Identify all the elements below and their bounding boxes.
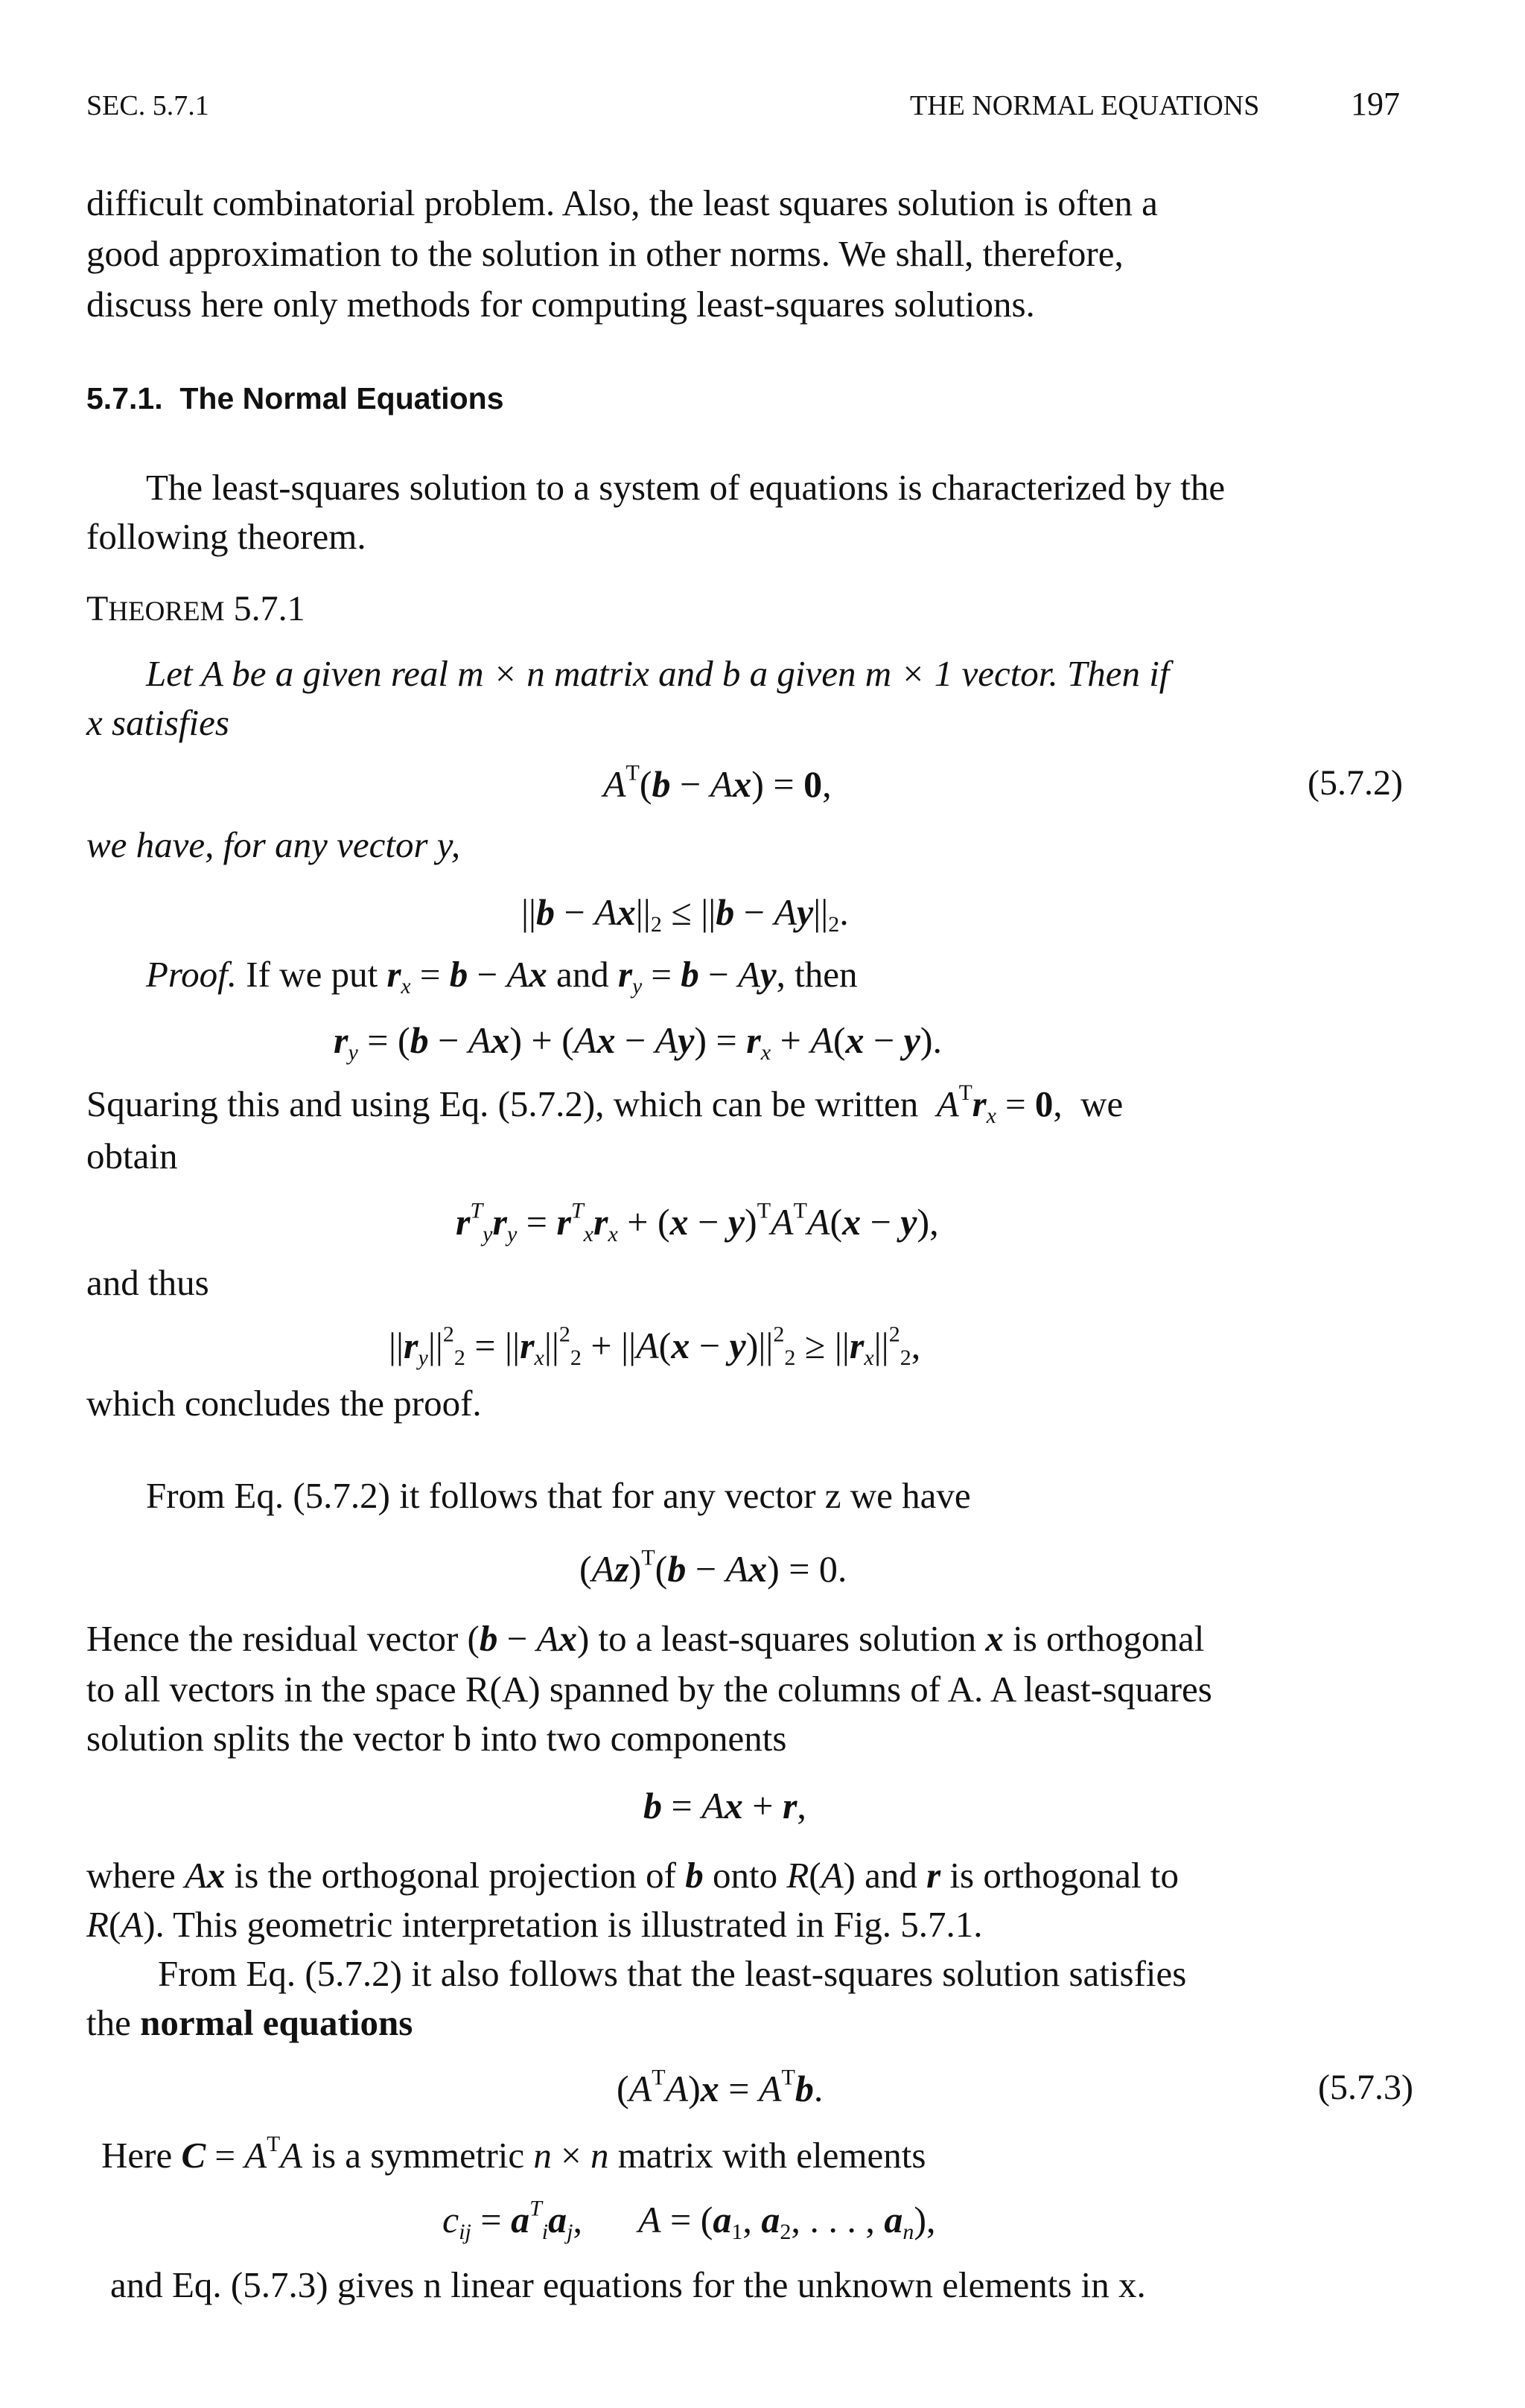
- norm-inequality: $||b - Ax||_2 \le ||b - Ay||_2$.: [521, 891, 849, 937]
- orthogonal-line-2: to all vectors in the space R(A) spanned by the columns of A. A least-squares: [86, 1669, 1212, 1710]
- squaring-line-1: Squaring this and using Eq. (5.7.2), which can be written $A^Tr_x = 0$, we: [86, 1080, 1124, 1128]
- symmetric-matrix-line: Here $C = A^TA$ is a symmetric n × n matrix with elements: [101, 2132, 926, 2176]
- matrix-elements-equation: $c_{ij} = a^T_ia_j$, $A = (a_1$, $a_2$, . . . , $a_n$),: [442, 2196, 936, 2244]
- intro-line-2: good approximation to the solution in other norms. We shall, therefore,: [86, 233, 1124, 274]
- theorem-line-3: we have, for any vector y,: [86, 824, 461, 865]
- theorem-line-1: Let A be a given real m × n matrix and b a given m × 1 vector. Then if: [146, 653, 1170, 694]
- orthogonal-line-3: solution splits the vector b into two components: [86, 1718, 787, 1759]
- proof-line-1: Proof. If we put $r_x = b - Ax$ and $r_y = b - Ay$, then: [146, 954, 858, 998]
- intro-line-1: difficult combinatorial problem. Also, the least squares solution is often a: [86, 182, 1158, 223]
- section-title: The Normal Equations: [179, 381, 504, 415]
- normal-equations-line-1: From Eq. (5.7.2) it also follows that the least-squares solution satisfies: [158, 1953, 1187, 1994]
- theorem-line-2: x satisfies: [86, 702, 229, 743]
- norm-squared-relation: $||r_y||^2_2 = ||r_x||^2_2 + ||A(x - y)||^2_2 \ge ||r_x||^2_2$,: [389, 1322, 921, 1370]
- equation-5-7-2: $A^T(b - Ax) = 0$,: [603, 760, 832, 805]
- section-heading: [86, 381, 504, 416]
- normal-equations-term: normal equations: [140, 2002, 413, 2043]
- theorem-label: THEOREM 5.7.1: [86, 589, 305, 628]
- projection-line-2: R(A). This geometric interpretation is illustrated in Fig. 5.7.1.: [86, 1904, 983, 1945]
- equation-5-7-3: $(A^TA)x = A^Tb$.: [617, 2065, 824, 2109]
- normal-equations-line-2: the normal equations: [86, 2002, 413, 2043]
- equation-number-5-7-2: (5.7.2): [1308, 763, 1403, 803]
- header-title: THE NORMAL EQUATIONS: [910, 90, 1260, 121]
- equation-number-5-7-3: (5.7.3): [1318, 2068, 1413, 2107]
- squaring-line-2: obtain: [86, 1135, 178, 1176]
- projection-line-1: where Ax is the orthogonal projection of b onto R(A) and r is orthogonal to: [86, 1855, 1179, 1896]
- page-number: 197: [1351, 86, 1400, 122]
- proof-conclusion: which concludes the proof.: [86, 1383, 482, 1424]
- expanded-product: $r^T_yr_y = r^T_xr_x + (x - y)^TA^TA(x - y)$,: [456, 1198, 939, 1246]
- decomposition-equation: b = Ax + r,: [643, 1785, 806, 1826]
- section-number: 5.7.1.: [86, 381, 163, 415]
- header-section: SEC. 5.7.1: [86, 90, 209, 121]
- intro-line-3: discuss here only methods for computing least-squares solutions.: [86, 284, 1035, 325]
- theorem-intro-line-1: The least-squares solution to a system of equations is characterized by the: [146, 467, 1226, 508]
- final-line: and Eq. (5.7.3) gives n linear equations for the unknown elements in x.: [110, 2264, 1146, 2305]
- orthogonality-equation: $(Az)^T(b - Ax) = 0$.: [579, 1545, 847, 1590]
- residual-identity: $r_y = (b - Ax) + (Ax - Ay) = r_x + A(x - y)$.: [334, 1019, 943, 1065]
- after-proof-line-1: From Eq. (5.7.2) it follows that for any vector z we have: [146, 1475, 971, 1516]
- and-thus: and thus: [86, 1262, 209, 1303]
- orthogonal-line-1: Hence the residual vector (b − Ax) to a least-squares solution x is orthogonal: [86, 1618, 1205, 1659]
- theorem-intro-line-2: following theorem.: [86, 516, 366, 557]
- proof-label: Proof.: [146, 954, 238, 995]
